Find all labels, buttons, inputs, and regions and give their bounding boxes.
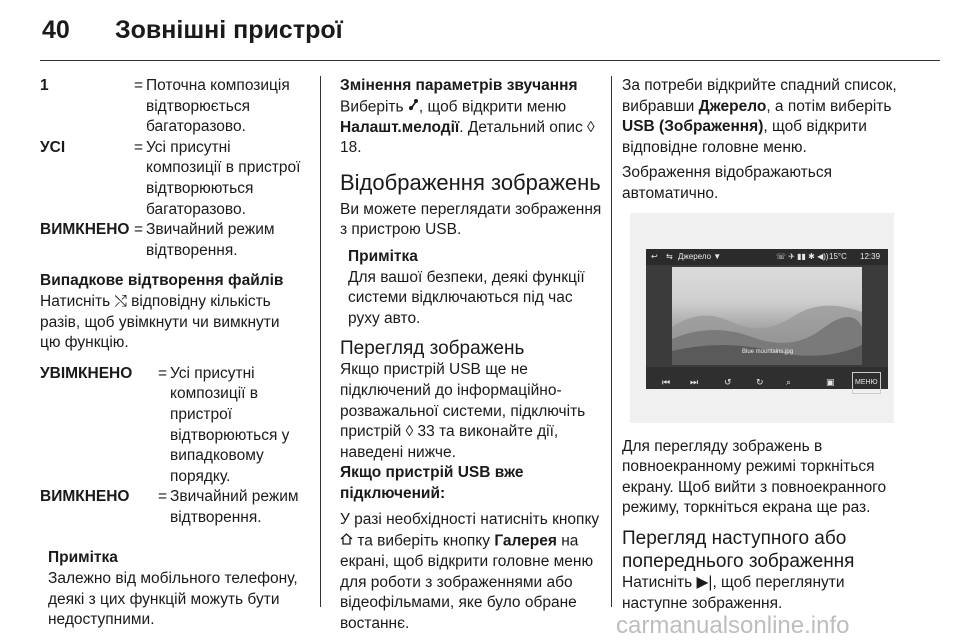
- text-span: та виберіть кнопку: [357, 532, 490, 550]
- temperature: 15°C: [829, 251, 847, 261]
- shuffle-text: Натисніть ⤭ відповідну кількість разів, щоб увімкнути чи вимкнути цю функцію.: [40, 292, 280, 352]
- page-title: Зовнішні пристрої: [115, 16, 343, 44]
- usb-icon: ⇆: [666, 251, 673, 261]
- text-span: , щоб відкрити відповідне головне меню.: [622, 118, 867, 156]
- next-icon: ⏭: [690, 376, 699, 387]
- menu-button: МЕНЮ: [852, 372, 881, 395]
- rotate-right-icon: ↻: [756, 376, 764, 387]
- repeat-def-off: [40, 220, 302, 261]
- sound-heading: Змінення параметрів звучання: [340, 77, 578, 94]
- text-span: За потреби відкрийте спадний список, вибравши: [622, 77, 897, 115]
- note-title: Примітка: [48, 549, 118, 567]
- images-heading: Відображення зображень: [340, 169, 601, 195]
- status-icons: ☏ ✈ ▮▮ ✱ ◀)): [776, 251, 829, 261]
- fullscreen-text: Для перегляду зображень в повноекранному режимі торкніться екрану. Щоб вийти з повноекранного режиму, торкніться екрана ще раз.: [622, 437, 887, 517]
- def-desc: Звичайний режим відтворення.: [170, 488, 299, 526]
- column-3: [622, 76, 904, 614]
- next-prev-heading: Перегляд наступного або попереднього зображення: [622, 527, 855, 572]
- images-text: Ви можете переглядати зображення з пристрою USB.: [340, 200, 602, 239]
- def-eq: =: [134, 221, 144, 239]
- clock: 12:39: [860, 251, 881, 261]
- view-text: [340, 360, 602, 463]
- image-caption: Blue mountains.jpg: [742, 348, 794, 355]
- text-span: Якщо пристрій USB ще не підключений до інформаційно-розважальної системи, підключіть пристрій: [340, 361, 586, 441]
- sound-text: [340, 97, 602, 159]
- def-desc: Усі присутні композиції в пристрої відтворюються у випадковому порядку.: [170, 364, 290, 485]
- page-number: 40: [42, 16, 70, 44]
- text-span: , щоб переглянути наступне зображення.: [622, 573, 845, 612]
- page-ref: 18.: [340, 139, 362, 157]
- def-term: ВИМКНЕНО: [40, 221, 130, 239]
- text-span: , а потім виберіть: [766, 97, 892, 115]
- def-term: ВИМКНЕНО: [40, 488, 130, 506]
- watermark: carmanualsonline.info: [616, 612, 850, 639]
- text-span: У разі необхідності натисніть кнопку: [340, 511, 600, 529]
- def-desc: Поточна композиція відтворюється багаторазово.: [146, 77, 290, 136]
- source-label: Джерело: [698, 97, 767, 115]
- text-span: , щоб відкрити меню: [418, 97, 567, 115]
- def-desc: Усі присутні композиції в пристрої відтворюються багаторазово.: [146, 138, 301, 218]
- gallery-label: Галерея: [494, 532, 557, 550]
- note-text: Залежно від мобільного телефону, деякі з цих функцій можуть бути недоступними.: [48, 570, 298, 629]
- shuffle-def-on: [40, 364, 302, 488]
- page-ref: 33: [417, 423, 435, 441]
- auto-display-text: Зображення відображаються автоматично.: [622, 164, 832, 202]
- text-span: на екрані, щоб відкрити головне меню для роботи з зображеннями або відеофільмами, яке було обране востаннє.: [340, 532, 594, 632]
- shuffle-def-off: [40, 487, 302, 528]
- def-desc: Звичайний режим відтворення.: [146, 221, 275, 259]
- zoom-icon: ⌕: [786, 376, 792, 387]
- repeat-def-1: [40, 76, 302, 138]
- column-1: [40, 76, 302, 631]
- text-span: Натисніть: [622, 573, 693, 591]
- screen-controls: [646, 367, 888, 389]
- text-span: та виконайте дії, наведені нижче.: [340, 423, 559, 461]
- def-eq: =: [134, 138, 144, 156]
- note-title: Примітка: [348, 247, 418, 265]
- slideshow-icon: ▣: [826, 376, 835, 387]
- next-image-icon: ▶|: [696, 573, 713, 591]
- back-icon: ↩: [651, 251, 658, 261]
- def-eq: =: [134, 77, 144, 94]
- intro-text: [622, 76, 904, 158]
- connected-heading: Якщо пристрій USB вже підключений:: [340, 464, 524, 502]
- home-icon: [340, 531, 353, 552]
- note-block: [48, 548, 302, 630]
- note-text: Для вашої безпеки, деякі функції системи відключаються під час руху авто.: [348, 268, 585, 327]
- text-span: . Детальний опис: [459, 118, 583, 136]
- note-block: [348, 247, 602, 329]
- usb-images-label: USB (Зображення): [622, 118, 764, 136]
- rotate-left-icon: ↺: [724, 376, 732, 387]
- column-divider-2: [611, 76, 612, 607]
- sound-menu-name: Налашт.мелодії: [340, 118, 460, 136]
- def-term: 1: [40, 77, 49, 94]
- page-ref-icon: ◊: [405, 423, 414, 441]
- view-heading: Перегляд зображень: [340, 338, 525, 360]
- mountain-photo: [672, 267, 862, 365]
- connected-text: [340, 510, 602, 634]
- infotainment-screenshot: [630, 213, 894, 423]
- previous-icon: ⏮: [662, 376, 671, 387]
- def-eq: =: [158, 488, 168, 506]
- text-span: Виберіть: [340, 97, 404, 115]
- tone-settings-icon: [408, 97, 419, 118]
- screen-display: [646, 249, 888, 389]
- page-ref-icon: ◊: [587, 118, 595, 136]
- def-eq: =: [158, 364, 168, 382]
- screen-top-bar: [646, 249, 888, 265]
- shuffle-heading: Випадкове відтворення файлів: [40, 272, 284, 290]
- next-text: [622, 573, 904, 614]
- def-term: УВІМКНЕНО: [40, 364, 133, 382]
- source-dropdown: Джерело ▼: [678, 251, 722, 261]
- column-divider-1: [320, 76, 321, 607]
- repeat-def-all: [40, 138, 302, 220]
- column-2: [340, 76, 602, 634]
- page-header: [0, 0, 960, 60]
- def-term: УСІ: [40, 138, 66, 156]
- header-rule: [40, 60, 940, 61]
